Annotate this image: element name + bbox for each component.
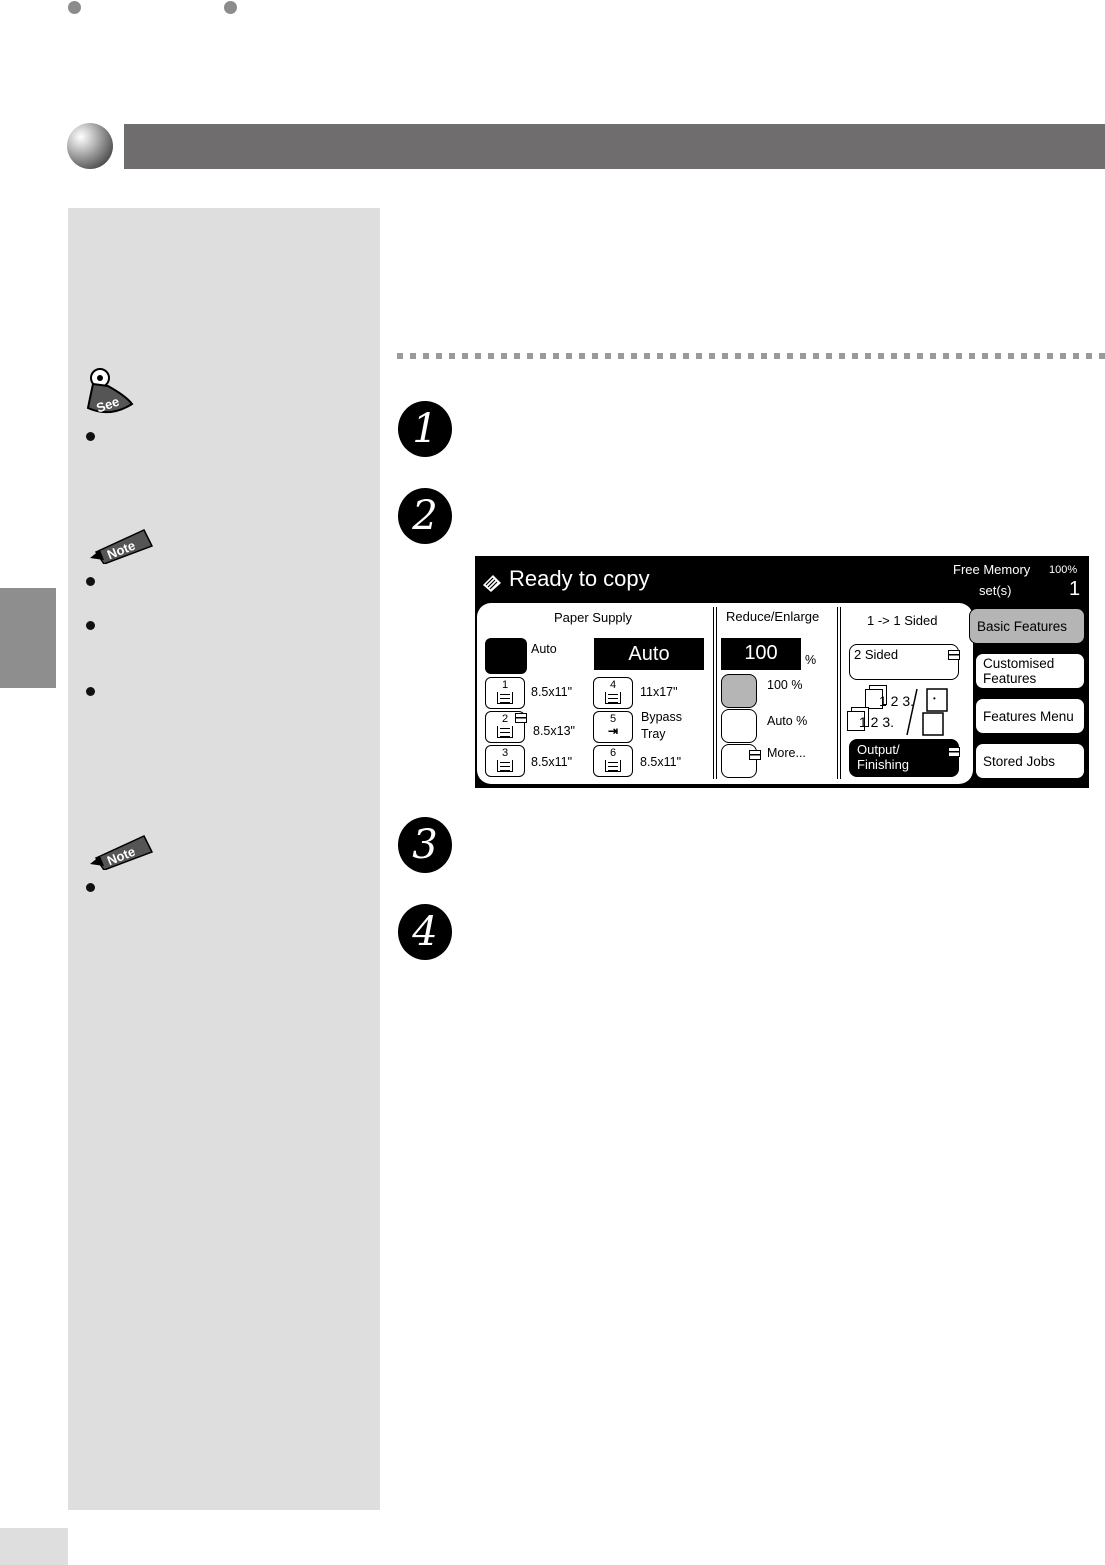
tray-3-button[interactable]: [485, 745, 525, 777]
zoom-auto-label: Auto %: [767, 714, 808, 728]
sided-title: 1 -> 1 Sided: [867, 613, 938, 628]
sets-count: 1: [1069, 578, 1081, 600]
two-sided-button[interactable]: [849, 644, 959, 680]
tray-size: 11x17": [640, 685, 678, 699]
tray-2-menu-icon: [515, 713, 527, 723]
auto-paper-label: Auto: [531, 642, 557, 656]
tray-4-button[interactable]: [593, 677, 633, 709]
divider: [837, 607, 838, 779]
step-marker-2: 2: [398, 488, 452, 544]
tray-icon: [497, 726, 513, 738]
note-bullet: [86, 883, 95, 892]
auto-paper-button[interactable]: [485, 638, 527, 674]
output-finishing-button[interactable]: Output/ Finishing: [849, 739, 959, 777]
bypass-arrow-icon: ⇥: [607, 724, 619, 738]
tray-number: 2: [501, 713, 509, 725]
chapter-tab: [0, 588, 56, 688]
separator-slash-icon: [905, 687, 951, 737]
section-divider: [397, 353, 1105, 359]
zoom-100-label: 100 %: [767, 678, 803, 692]
output-menu-icon: [948, 747, 960, 757]
note-bullet: [86, 621, 95, 630]
note-label: Note: [104, 843, 138, 869]
zoom-auto-button[interactable]: [721, 709, 757, 743]
note-icon: [86, 520, 156, 564]
step-marker-3: 3: [398, 817, 452, 873]
copier-status-icon: [481, 571, 503, 593]
paper-supply-title: Paper Supply: [554, 610, 633, 625]
collate-label: 1 2 3.: [859, 714, 895, 730]
divider: [840, 607, 841, 779]
sets-label: set(s): [979, 583, 1012, 598]
tray-number: 6: [609, 747, 617, 759]
tray-size: 8.5x13": [533, 724, 575, 738]
header-dot-right: [224, 1, 237, 14]
title-ball-icon: [67, 123, 113, 169]
tray-6-button[interactable]: [593, 745, 633, 777]
copier-control-panel: [475, 556, 1089, 788]
tray-number: 4: [609, 679, 617, 691]
see-icon: [80, 364, 140, 420]
tab-basic-features[interactable]: Basic Features: [969, 608, 1085, 644]
tray-icon: [497, 692, 513, 704]
tray-size: 8.5x11": [531, 685, 573, 699]
note-bullet: [86, 687, 95, 696]
tray-icon: [497, 760, 513, 772]
collate-label: 1 2 3.: [879, 693, 915, 709]
status-text: Ready to copy: [509, 566, 650, 591]
note-bullet: [86, 577, 95, 586]
reduce-enlarge-title: Reduce/Enlarge: [726, 609, 820, 624]
tab-customised-features[interactable]: Customised Features: [975, 653, 1085, 689]
note-label: Note: [104, 537, 138, 563]
tray-number: 5: [609, 713, 617, 725]
note-icon: [86, 826, 156, 870]
two-sided-menu-icon: [948, 650, 960, 660]
divider: [713, 607, 714, 779]
tray-size: 8.5x11": [531, 755, 573, 769]
zoom-more-menu-icon: [749, 750, 761, 760]
zoom-value-display: 100: [721, 638, 801, 670]
zoom-100-button[interactable]: [721, 674, 757, 708]
page-number-area: [0, 1528, 68, 1565]
two-sided-label: 2 Sided: [854, 647, 899, 662]
step-marker-1: 1: [398, 401, 452, 457]
step-marker-4: 4: [398, 904, 452, 960]
tray-number: 1: [501, 679, 509, 691]
zoom-more-label: More...: [767, 746, 806, 760]
tray-number: 3: [501, 747, 509, 759]
paper-auto-display: Auto: [594, 638, 704, 670]
tray-size: 8.5x11": [640, 755, 682, 769]
panel-header: [475, 556, 1089, 600]
zoom-unit: %: [805, 653, 817, 667]
divider: [716, 607, 717, 779]
tab-features-menu[interactable]: Features Menu: [975, 698, 1085, 734]
free-memory-value: 100%: [1049, 564, 1078, 576]
tray-icon: [605, 760, 621, 772]
see-label: See: [94, 393, 122, 416]
features-area: [477, 603, 973, 784]
tray-1-button[interactable]: [485, 677, 525, 709]
tray-5-button[interactable]: [593, 711, 633, 743]
sidebar: [68, 208, 380, 1510]
tab-stored-jobs[interactable]: Stored Jobs: [975, 743, 1085, 779]
free-memory-label: Free Memory: [953, 562, 1031, 577]
tray-icon: [605, 692, 621, 704]
tray-size: Bypass Tray: [641, 710, 682, 741]
svg-text:•: •: [933, 694, 936, 703]
see-bullet: [86, 432, 95, 441]
section-title-bar: [124, 124, 1105, 169]
header-dot-left: [68, 1, 81, 14]
